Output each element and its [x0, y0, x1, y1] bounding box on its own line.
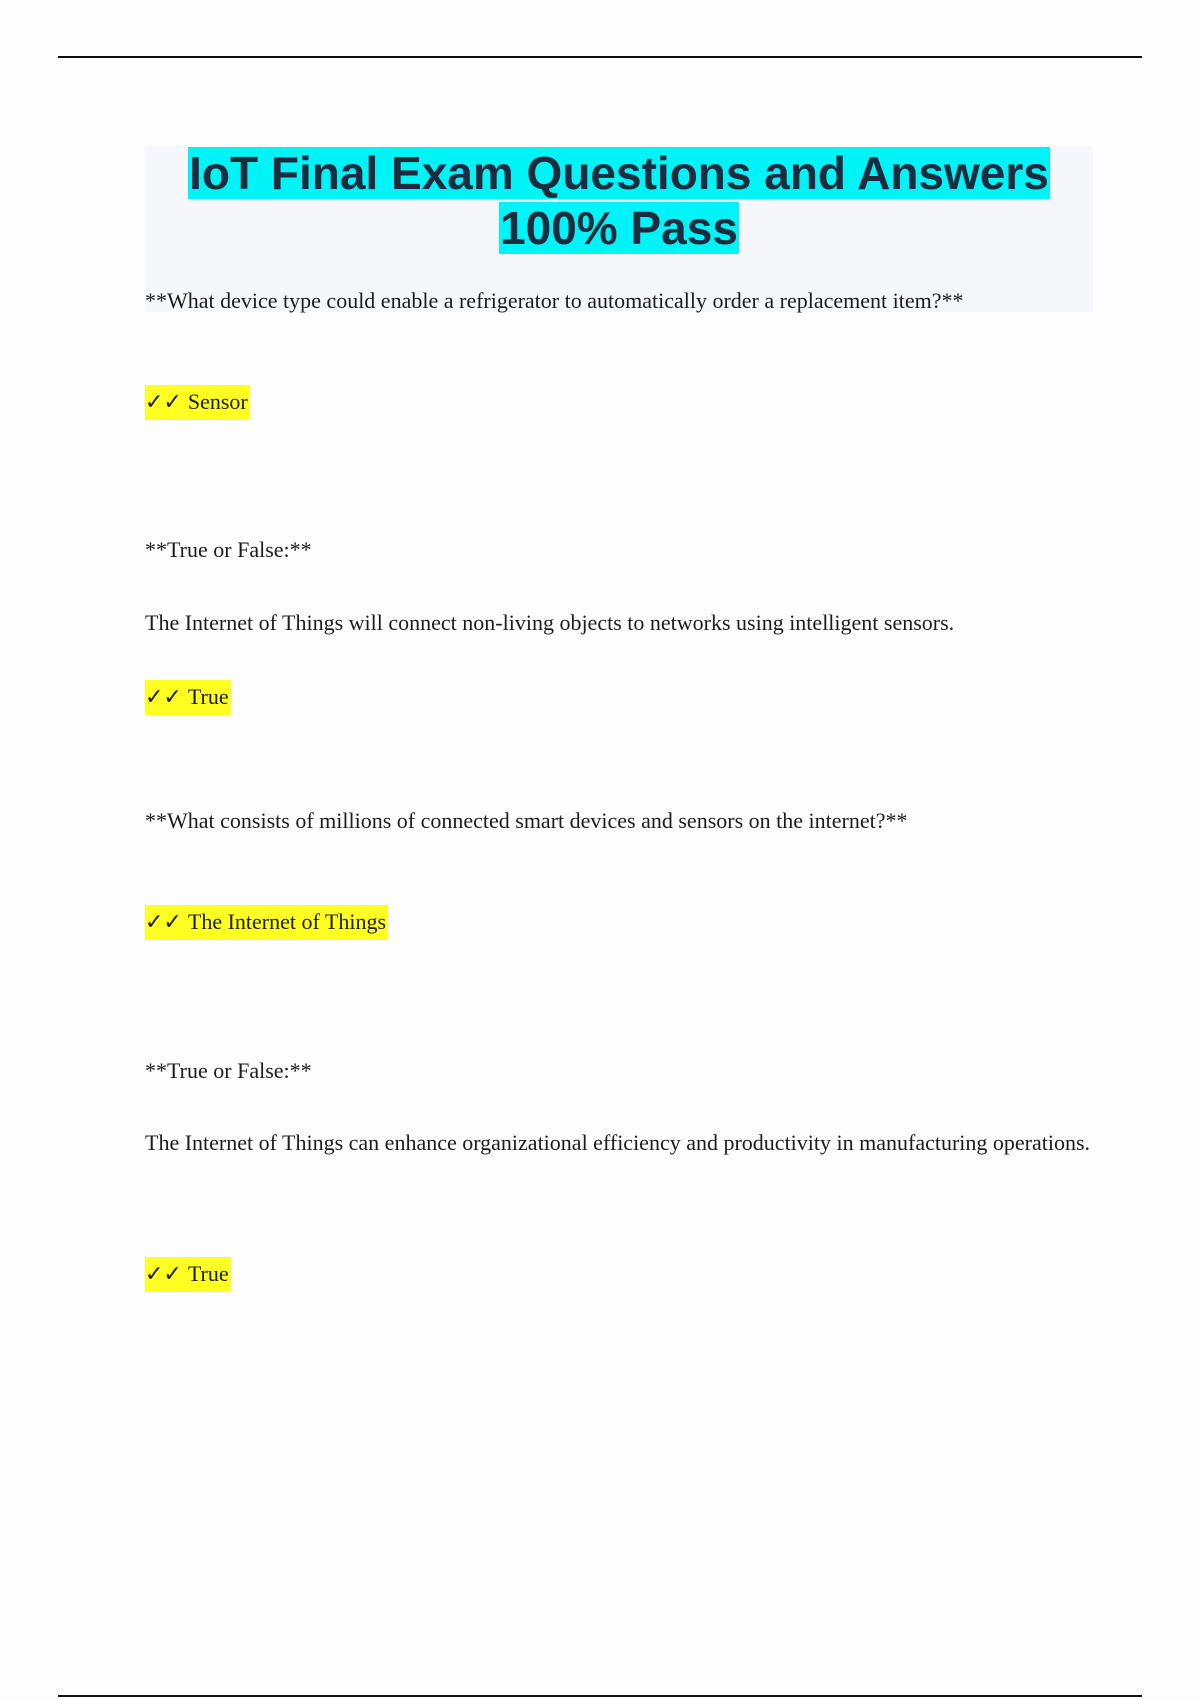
answer-1-text: Sensor — [187, 389, 248, 414]
question-4: **True or False:** — [145, 1058, 312, 1083]
answer-2 — [145, 680, 231, 715]
checkmark-icon: ✓✓ — [145, 685, 182, 710]
checkmark-icon: ✓✓ — [145, 1262, 182, 1287]
checkmark-icon: ✓✓ — [145, 390, 182, 415]
document-title — [145, 146, 1093, 256]
answer-1 — [145, 385, 250, 420]
question-2: **True or False:** — [145, 537, 312, 562]
title-text: IoT Final Exam Questions and Answers 100% Pass — [189, 147, 1049, 254]
answer-4-text: True — [187, 1261, 229, 1286]
answer-2-text: True — [187, 684, 229, 709]
answer-3 — [145, 905, 388, 940]
footer-rule — [58, 1695, 1142, 1697]
statement-2: The Internet of Things will connect non-living objects to networks using intelligent sensors. — [145, 610, 955, 635]
answer-4 — [145, 1257, 231, 1292]
checkmark-icon: ✓✓ — [145, 910, 182, 935]
question-3: **What consists of millions of connected smart devices and sensors on the internet?** — [145, 808, 908, 833]
question-1: **What device type could enable a refrigerator to automatically order a replacement item?** — [145, 288, 964, 313]
statement-4: The Internet of Things can enhance organizational efficiency and productivity in manufacturing operations. — [145, 1130, 1091, 1155]
header-rule — [58, 56, 1142, 58]
answer-3-text: The Internet of Things — [187, 909, 387, 934]
